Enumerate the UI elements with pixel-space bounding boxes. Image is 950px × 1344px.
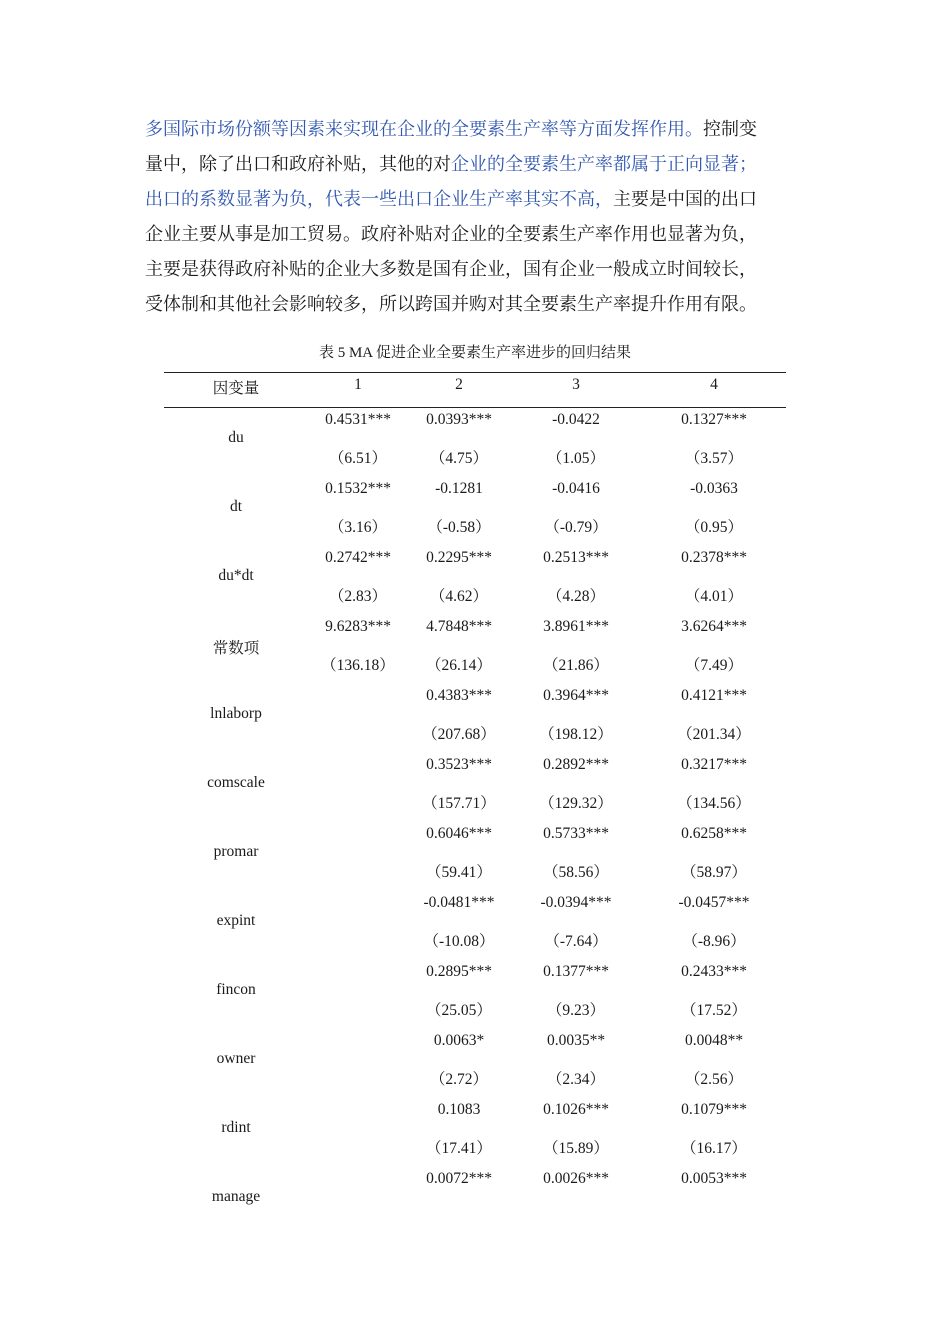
coefficient-cell: 0.1083 xyxy=(437,1101,481,1118)
t-value-cell: （2.56） xyxy=(684,1071,744,1088)
coefficient-cell: 4.7848*** xyxy=(426,618,492,635)
coefficient-cell: 0.0026*** xyxy=(543,1170,609,1187)
t-value-cell: （-0.58） xyxy=(427,519,491,536)
t-value-cell: （3.57） xyxy=(684,450,744,467)
t-value-cell: （25.05） xyxy=(426,1002,492,1019)
coefficient-cell: 0.1532*** xyxy=(325,480,391,497)
plain-text: 控制变 xyxy=(703,119,757,140)
t-value-cell: （2.72） xyxy=(429,1071,489,1088)
t-value-cell: （58.97） xyxy=(681,864,747,881)
t-value-cell: （4.01） xyxy=(684,588,744,605)
t-value-cell: （157.71） xyxy=(422,795,496,812)
paragraph-line xyxy=(145,287,810,322)
body-paragraph xyxy=(145,112,810,322)
row-label: owner xyxy=(216,1050,256,1067)
paragraph-line xyxy=(145,147,810,182)
coefficient-cell: 0.4383*** xyxy=(426,687,492,704)
coefficient-cell: 0.0072*** xyxy=(426,1170,492,1187)
row-label: du xyxy=(228,429,244,446)
t-value-cell: （4.28） xyxy=(546,588,606,605)
coefficient-cell: 0.0053*** xyxy=(681,1170,747,1187)
coefficient-cell: 0.6258*** xyxy=(681,825,747,842)
t-value-cell: （0.95） xyxy=(684,519,744,536)
paragraph-line xyxy=(145,252,810,287)
row-label: expint xyxy=(216,912,256,929)
t-value-cell: （6.51） xyxy=(328,450,388,467)
row-label: promar xyxy=(213,843,259,860)
coefficient-cell: 0.3523*** xyxy=(426,756,492,773)
row-label: fincon xyxy=(216,981,256,998)
row-label: dt xyxy=(229,498,243,515)
t-value-cell: （3.16） xyxy=(328,519,388,536)
coefficient-cell: 0.1377*** xyxy=(543,963,609,980)
coefficient-cell: 0.0063* xyxy=(433,1032,485,1049)
coefficient-cell: 0.2892*** xyxy=(543,756,609,773)
t-value-cell: （198.12） xyxy=(539,726,613,743)
t-value-cell: （16.17） xyxy=(681,1140,747,1157)
coefficient-cell: -0.0422 xyxy=(552,411,600,428)
plain-text: 主要是获得政府补贴的企业大多数是国有企业，国有企业一般成立时间较长， xyxy=(145,259,757,280)
t-value-cell: （-10.08） xyxy=(423,933,495,950)
t-value-cell: （-0.79） xyxy=(544,519,608,536)
header-col-2: 2 xyxy=(455,376,463,393)
coefficient-cell: 0.2378*** xyxy=(681,549,747,566)
coefficient-cell: -0.1281 xyxy=(435,480,483,497)
coefficient-cell: 0.4121*** xyxy=(681,687,747,704)
coefficient-cell: 9.6283*** xyxy=(325,618,391,635)
highlighted-text: 多国际市场份额等因素来实现在企业的全要素生产率等方面发挥作用。 xyxy=(145,119,703,140)
paragraph-line xyxy=(145,217,810,252)
coefficient-cell: 0.2295*** xyxy=(426,549,492,566)
t-value-cell: （201.34） xyxy=(677,726,751,743)
coefficient-cell: 0.3217*** xyxy=(681,756,747,773)
coefficient-cell: 0.5733*** xyxy=(543,825,609,842)
t-value-cell: （15.89） xyxy=(543,1140,609,1157)
row-label: manage xyxy=(211,1188,261,1205)
t-value-cell: （21.86） xyxy=(543,657,609,674)
t-value-cell: （7.49） xyxy=(684,657,744,674)
coefficient-cell: 3.6264*** xyxy=(681,618,747,635)
t-value-cell: （17.52） xyxy=(681,1002,747,1019)
t-value-cell: （58.56） xyxy=(543,864,609,881)
t-value-cell: （134.56） xyxy=(677,795,751,812)
row-label: 常数项 xyxy=(212,640,260,657)
t-value-cell: （4.75） xyxy=(429,450,489,467)
plain-text: 量中，除了出口和政府补贴，其他的对 xyxy=(145,154,451,175)
header-col-3: 3 xyxy=(572,376,580,393)
coefficient-cell: -0.0457*** xyxy=(678,894,750,911)
t-value-cell: （59.41） xyxy=(426,864,492,881)
table-caption: 表 5 MA 促进企业全要素生产率进步的回归结果 xyxy=(318,345,632,361)
coefficient-cell: 0.1327*** xyxy=(681,411,747,428)
t-value-cell: （1.05） xyxy=(546,450,606,467)
t-value-cell: （17.41） xyxy=(426,1140,492,1157)
coefficient-cell: 0.0393*** xyxy=(426,411,492,428)
coefficient-cell: -0.0363 xyxy=(690,480,738,497)
t-value-cell: （-7.64） xyxy=(544,933,608,950)
t-value-cell: （4.62） xyxy=(429,588,489,605)
paragraph-line xyxy=(145,182,810,217)
coefficient-cell: -0.0481*** xyxy=(423,894,495,911)
coefficient-cell: 0.2433*** xyxy=(681,963,747,980)
t-value-cell: （9.23） xyxy=(546,1002,606,1019)
highlighted-text: 出口的系数显著为负，代表一些出口企业生产率其实不高， xyxy=(145,189,613,210)
coefficient-cell: 0.2742*** xyxy=(325,549,391,566)
coefficient-cell: 0.4531*** xyxy=(325,411,391,428)
row-label: lnlaborp xyxy=(210,705,262,722)
coefficient-cell: -0.0416 xyxy=(552,480,600,497)
t-value-cell: （-8.96） xyxy=(682,933,746,950)
t-value-cell: （136.18） xyxy=(321,657,395,674)
t-value-cell: （2.34） xyxy=(546,1071,606,1088)
coefficient-cell: 3.8961*** xyxy=(543,618,609,635)
coefficient-cell: 0.0048** xyxy=(684,1032,744,1049)
header-col-1: 1 xyxy=(354,376,362,393)
coefficient-cell: 0.2513*** xyxy=(543,549,609,566)
coefficient-cell: 0.1079*** xyxy=(681,1101,747,1118)
row-label: comscale xyxy=(207,774,265,791)
header-col-4: 4 xyxy=(710,376,718,393)
header-dependent-variable: 因变量 xyxy=(212,380,260,397)
t-value-cell: （26.14） xyxy=(426,657,492,674)
coefficient-cell: 0.6046*** xyxy=(426,825,492,842)
table-top-rule xyxy=(164,372,786,373)
t-value-cell: （129.32） xyxy=(539,795,613,812)
coefficient-cell: 0.3964*** xyxy=(543,687,609,704)
plain-text: 主要是中国的出口 xyxy=(613,189,757,210)
paragraph-line xyxy=(145,112,810,147)
plain-text: 企业主要从事是加工贸易。政府补贴对企业的全要素生产率作用也显著为负， xyxy=(145,224,757,245)
t-value-cell: （2.83） xyxy=(328,588,388,605)
highlighted-text: 企业的全要素生产率都属于正向显著； xyxy=(451,154,757,175)
table-header-rule xyxy=(164,407,786,408)
coefficient-cell: 0.0035** xyxy=(546,1032,606,1049)
coefficient-cell: 0.2895*** xyxy=(426,963,492,980)
row-label: du*dt xyxy=(218,567,254,584)
plain-text: 受体制和其他社会影响较多，所以跨国并购对其全要素生产率提升作用有限。 xyxy=(145,294,757,315)
t-value-cell: （207.68） xyxy=(422,726,496,743)
coefficient-cell: -0.0394*** xyxy=(540,894,612,911)
coefficient-cell: 0.1026*** xyxy=(543,1101,609,1118)
row-label: rdint xyxy=(221,1119,251,1136)
